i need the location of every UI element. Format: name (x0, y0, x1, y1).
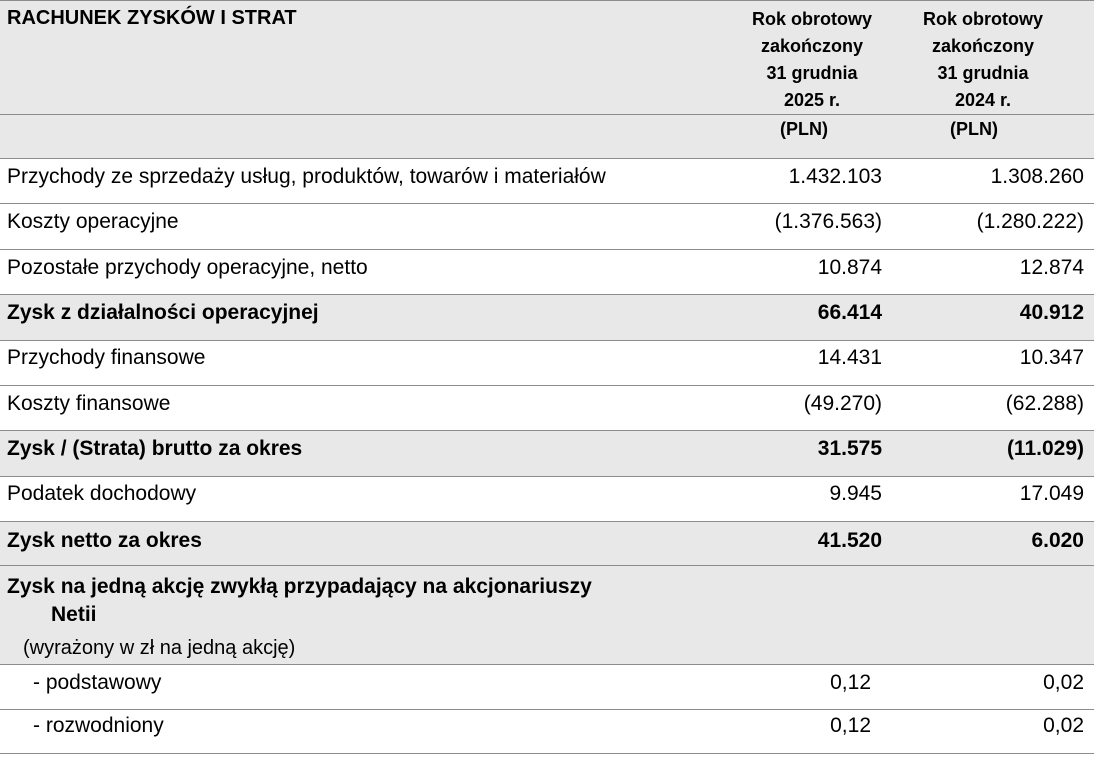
column-header-line: zakończony (931, 36, 1035, 56)
row-label: Zysk netto za okres (7, 529, 202, 552)
column-header-2025 (732, 6, 892, 114)
row-value-2024: (11.029) (1006, 437, 1084, 460)
divider (0, 753, 1094, 754)
eps-subtitle: (wyrażony w zł na jedną akcję) (23, 637, 296, 659)
row-label: Zysk / (Strata) brutto za okres (7, 437, 303, 460)
column-header-line: Rok obrotowy (923, 9, 1043, 29)
row-value-2024: (1.280.222) (976, 210, 1084, 233)
row-label: Zysk z działalności operacyjnej (7, 301, 319, 324)
column-header-line: 31 grudnia (766, 63, 858, 83)
eps-value-2024: 0,02 (1043, 671, 1084, 694)
divider (0, 0, 1094, 1)
row-value-2024: 17.049 (1019, 482, 1084, 505)
divider (0, 709, 1094, 710)
divider (0, 476, 1094, 477)
eps-title: Zysk na jedną akcję zwykłą przypadający na akcjonariuszy (7, 575, 592, 598)
row-value-2024: (62.288) (1005, 392, 1084, 415)
divider (0, 158, 1094, 159)
divider (0, 203, 1094, 204)
row-value-2025: (49.270) (803, 392, 882, 415)
eps-value-2025: 0,12 (830, 671, 871, 694)
eps-title-continued: Netii (51, 603, 97, 626)
row-value-2025: 31.575 (817, 437, 882, 460)
row-value-2025: 41.520 (817, 529, 882, 552)
column-header-line: 2025 r. (783, 90, 841, 110)
row-value-2024: 40.912 (1019, 301, 1084, 324)
divider (0, 340, 1094, 341)
divider (0, 385, 1094, 386)
row-value-2025: 14.431 (817, 346, 882, 369)
row-label: Koszty operacyjne (7, 210, 179, 233)
column-header-line: 2024 r. (954, 90, 1012, 110)
row-label: Przychody finansowe (7, 346, 206, 369)
column-header-line: zakończony (760, 36, 864, 56)
row-value-2025: 10.874 (817, 256, 882, 279)
divider (0, 249, 1094, 250)
row-value-2024: 6.020 (1031, 529, 1084, 552)
eps-row-label: - rozwodniony (33, 714, 164, 737)
unit-label-2025: (PLN) (780, 119, 828, 139)
unit-label-2024: (PLN) (950, 119, 998, 139)
row-value-2025: 1.432.103 (788, 165, 882, 188)
row-label: Przychody ze sprzedaży usług, produktów, towarów i materiałów (7, 165, 606, 188)
row-value-2024: 1.308.260 (990, 165, 1084, 188)
column-header-2024 (903, 6, 1063, 114)
row-value-2024: 10.347 (1019, 346, 1084, 369)
eps-value-2025: 0,12 (830, 714, 871, 737)
row-value-2025: (1.376.563) (774, 210, 882, 233)
row-label: Podatek dochodowy (7, 482, 197, 505)
column-header-line: 31 grudnia (937, 63, 1029, 83)
eps-row-label: - podstawowy (33, 671, 162, 694)
eps-value-2024: 0,02 (1043, 714, 1084, 737)
row-value-2025: 66.414 (817, 301, 882, 324)
column-header-line: Rok obrotowy (752, 9, 872, 29)
row-value-2025: 9.945 (829, 482, 882, 505)
statement-title: RACHUNEK ZYSKÓW I STRAT (7, 7, 297, 29)
row-label: Pozostałe przychody operacyjne, netto (7, 256, 368, 279)
divider (0, 664, 1094, 665)
row-label: Koszty finansowe (7, 392, 171, 415)
row-value-2024: 12.874 (1019, 256, 1084, 279)
